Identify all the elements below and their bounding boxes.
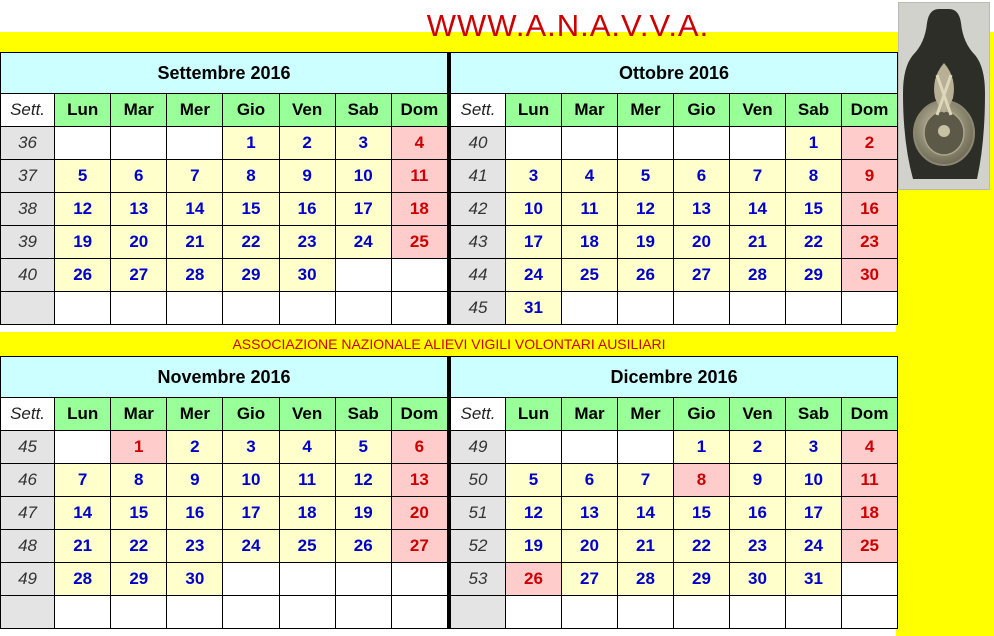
day-cell: 28 xyxy=(55,563,111,596)
week-number: 40 xyxy=(450,127,506,160)
day-cell xyxy=(279,596,335,629)
week-row xyxy=(450,226,898,259)
day-cell: 21 xyxy=(618,530,674,563)
day-cell xyxy=(674,292,730,325)
day-cell: 7 xyxy=(618,464,674,497)
week-header: Sett. xyxy=(1,398,55,431)
day-cell: 27 xyxy=(674,259,730,292)
day-name-header: Mar xyxy=(562,94,618,127)
day-name-header: Ven xyxy=(730,94,786,127)
day-cell xyxy=(618,292,674,325)
day-cell: 11 xyxy=(279,464,335,497)
day-cell xyxy=(111,127,167,160)
day-cell: 24 xyxy=(223,530,279,563)
week-number: 49 xyxy=(450,431,506,464)
day-cell: 12 xyxy=(506,497,562,530)
week-row xyxy=(1,563,448,596)
day-cell: 4 xyxy=(279,431,335,464)
week-number: 40 xyxy=(1,259,55,292)
month-title: Settembre 2016 xyxy=(1,53,448,94)
day-cell: 28 xyxy=(730,259,786,292)
week-number: 38 xyxy=(1,193,55,226)
day-cell: 22 xyxy=(674,530,730,563)
week-row xyxy=(450,292,898,325)
week-number: 43 xyxy=(450,226,506,259)
day-cell xyxy=(55,431,111,464)
week-header: Sett. xyxy=(450,94,506,127)
day-cell: 30 xyxy=(279,259,335,292)
day-cell xyxy=(391,563,447,596)
day-cell: 30 xyxy=(167,563,223,596)
week-number: 49 xyxy=(1,563,55,596)
day-cell: 23 xyxy=(167,530,223,563)
day-cell: 6 xyxy=(111,160,167,193)
day-name-header: Ven xyxy=(730,398,786,431)
day-cell: 5 xyxy=(335,431,391,464)
day-cell xyxy=(730,127,786,160)
day-cell: 19 xyxy=(335,497,391,530)
day-cell: 26 xyxy=(506,563,562,596)
day-cell: 20 xyxy=(674,226,730,259)
day-cell: 5 xyxy=(55,160,111,193)
day-name-header: Gio xyxy=(223,94,279,127)
day-cell: 25 xyxy=(562,259,618,292)
day-name-header: Sab xyxy=(786,398,842,431)
day-name-header: Mer xyxy=(167,94,223,127)
day-cell: 11 xyxy=(842,464,898,497)
day-cell: 1 xyxy=(111,431,167,464)
day-cell xyxy=(506,431,562,464)
week-row xyxy=(450,596,898,629)
day-name-header: Mer xyxy=(618,398,674,431)
day-cell: 31 xyxy=(786,563,842,596)
week-row xyxy=(450,431,898,464)
day-cell xyxy=(391,259,447,292)
week-row xyxy=(450,497,898,530)
week-number: 53 xyxy=(450,563,506,596)
day-cell xyxy=(55,596,111,629)
day-cell: 24 xyxy=(506,259,562,292)
day-cell xyxy=(111,292,167,325)
day-cell: 23 xyxy=(730,530,786,563)
day-cell: 1 xyxy=(674,431,730,464)
day-cell xyxy=(674,127,730,160)
day-cell xyxy=(842,563,898,596)
day-cell: 17 xyxy=(335,193,391,226)
week-number: 46 xyxy=(1,464,55,497)
day-cell: 14 xyxy=(730,193,786,226)
day-name-header: Sab xyxy=(335,398,391,431)
day-cell: 12 xyxy=(55,193,111,226)
day-cell: 26 xyxy=(335,530,391,563)
day-cell: 6 xyxy=(674,160,730,193)
day-cell: 28 xyxy=(618,563,674,596)
day-cell: 25 xyxy=(279,530,335,563)
day-name-header: Sab xyxy=(335,94,391,127)
day-cell xyxy=(335,563,391,596)
day-cell: 10 xyxy=(335,160,391,193)
day-cell xyxy=(674,596,730,629)
association-name: ASSOCIAZIONE NAZIONALE ALIEVI VIGILI VOLONTARI AUSILIARI xyxy=(232,336,666,352)
day-cell: 2 xyxy=(730,431,786,464)
day-cell: 7 xyxy=(167,160,223,193)
week-row xyxy=(1,431,448,464)
week-header: Sett. xyxy=(450,398,506,431)
week-number: 37 xyxy=(1,160,55,193)
day-cell xyxy=(842,292,898,325)
day-cell: 31 xyxy=(506,292,562,325)
day-cell: 9 xyxy=(279,160,335,193)
day-cell: 3 xyxy=(786,431,842,464)
day-cell: 10 xyxy=(786,464,842,497)
day-cell: 9 xyxy=(842,160,898,193)
day-cell: 29 xyxy=(111,563,167,596)
week-row xyxy=(450,563,898,596)
day-name-header: Dom xyxy=(391,398,447,431)
day-cell: 23 xyxy=(842,226,898,259)
week-number: 36 xyxy=(1,127,55,160)
day-cell: 21 xyxy=(167,226,223,259)
day-cell: 13 xyxy=(391,464,447,497)
day-cell: 20 xyxy=(111,226,167,259)
day-name-header: Gio xyxy=(674,398,730,431)
day-cell xyxy=(786,292,842,325)
day-cell: 5 xyxy=(506,464,562,497)
day-cell: 28 xyxy=(167,259,223,292)
day-cell: 19 xyxy=(506,530,562,563)
day-cell: 17 xyxy=(223,497,279,530)
day-cell xyxy=(279,292,335,325)
day-cell: 19 xyxy=(55,226,111,259)
day-cell xyxy=(279,563,335,596)
month-table xyxy=(448,356,898,629)
week-row xyxy=(1,127,448,160)
week-number xyxy=(450,596,506,629)
day-cell: 6 xyxy=(391,431,447,464)
day-cell: 18 xyxy=(562,226,618,259)
day-cell: 6 xyxy=(562,464,618,497)
day-cell: 15 xyxy=(786,193,842,226)
week-number: 41 xyxy=(450,160,506,193)
day-name-header: Gio xyxy=(674,94,730,127)
day-cell xyxy=(618,431,674,464)
day-cell: 19 xyxy=(618,226,674,259)
week-number: 48 xyxy=(1,530,55,563)
day-cell: 14 xyxy=(55,497,111,530)
day-cell xyxy=(562,596,618,629)
day-cell: 12 xyxy=(618,193,674,226)
day-cell xyxy=(506,127,562,160)
day-cell: 8 xyxy=(223,160,279,193)
day-cell: 18 xyxy=(391,193,447,226)
day-name-header: Lun xyxy=(55,94,111,127)
week-number: 50 xyxy=(450,464,506,497)
day-cell: 26 xyxy=(55,259,111,292)
day-cell: 14 xyxy=(167,193,223,226)
fire-brigade-crest-icon xyxy=(898,2,990,190)
week-row xyxy=(1,292,448,325)
month-title: Dicembre 2016 xyxy=(450,357,898,398)
week-row xyxy=(1,596,448,629)
week-row xyxy=(1,193,448,226)
day-cell xyxy=(618,596,674,629)
day-cell: 25 xyxy=(842,530,898,563)
week-row xyxy=(450,259,898,292)
day-cell: 2 xyxy=(167,431,223,464)
day-cell xyxy=(730,596,786,629)
day-cell: 25 xyxy=(391,226,447,259)
day-cell xyxy=(223,596,279,629)
day-name-header: Ven xyxy=(279,398,335,431)
day-cell: 12 xyxy=(335,464,391,497)
day-cell: 17 xyxy=(786,497,842,530)
day-cell: 23 xyxy=(279,226,335,259)
week-row xyxy=(1,160,448,193)
day-cell: 30 xyxy=(842,259,898,292)
day-cell: 16 xyxy=(167,497,223,530)
day-cell: 7 xyxy=(730,160,786,193)
day-cell xyxy=(562,127,618,160)
day-name-header: Dom xyxy=(842,94,898,127)
week-row xyxy=(450,127,898,160)
day-cell: 8 xyxy=(674,464,730,497)
day-cell xyxy=(167,127,223,160)
day-cell: 16 xyxy=(730,497,786,530)
day-cell xyxy=(167,596,223,629)
day-cell xyxy=(335,259,391,292)
week-row xyxy=(1,226,448,259)
week-row xyxy=(450,193,898,226)
day-cell xyxy=(111,596,167,629)
month-title: Novembre 2016 xyxy=(1,357,448,398)
week-number: 52 xyxy=(450,530,506,563)
week-row xyxy=(450,160,898,193)
day-cell: 22 xyxy=(223,226,279,259)
day-cell: 21 xyxy=(730,226,786,259)
day-cell: 8 xyxy=(786,160,842,193)
day-cell xyxy=(223,292,279,325)
day-cell: 27 xyxy=(391,530,447,563)
day-cell xyxy=(167,292,223,325)
day-cell xyxy=(335,292,391,325)
day-cell: 1 xyxy=(223,127,279,160)
day-cell: 4 xyxy=(391,127,447,160)
day-cell xyxy=(335,596,391,629)
week-header: Sett. xyxy=(1,94,55,127)
week-row xyxy=(1,497,448,530)
day-name-header: Mer xyxy=(618,94,674,127)
week-row xyxy=(1,530,448,563)
day-name-header: Sab xyxy=(786,94,842,127)
week-number: 42 xyxy=(450,193,506,226)
day-cell xyxy=(391,292,447,325)
week-row xyxy=(1,464,448,497)
day-name-header: Lun xyxy=(506,398,562,431)
day-cell: 9 xyxy=(167,464,223,497)
day-cell xyxy=(730,292,786,325)
day-cell: 15 xyxy=(111,497,167,530)
day-cell: 27 xyxy=(562,563,618,596)
day-cell: 16 xyxy=(279,193,335,226)
day-cell: 18 xyxy=(842,497,898,530)
day-cell: 2 xyxy=(842,127,898,160)
day-cell: 1 xyxy=(786,127,842,160)
day-name-header: Lun xyxy=(55,398,111,431)
day-cell: 14 xyxy=(618,497,674,530)
day-cell: 29 xyxy=(223,259,279,292)
week-number: 45 xyxy=(1,431,55,464)
week-number: 39 xyxy=(1,226,55,259)
day-cell: 11 xyxy=(562,193,618,226)
day-cell: 20 xyxy=(562,530,618,563)
day-cell: 13 xyxy=(562,497,618,530)
day-cell: 11 xyxy=(391,160,447,193)
month-table xyxy=(448,52,898,325)
day-cell xyxy=(391,596,447,629)
day-cell: 29 xyxy=(786,259,842,292)
day-cell: 22 xyxy=(786,226,842,259)
week-number: 45 xyxy=(450,292,506,325)
day-cell xyxy=(55,127,111,160)
day-cell: 13 xyxy=(674,193,730,226)
day-cell: 3 xyxy=(506,160,562,193)
week-row xyxy=(450,464,898,497)
day-name-header: Ven xyxy=(279,94,335,127)
day-cell xyxy=(223,563,279,596)
month-table xyxy=(0,356,448,629)
week-number: 44 xyxy=(450,259,506,292)
day-cell xyxy=(55,292,111,325)
week-number: 47 xyxy=(1,497,55,530)
day-cell: 4 xyxy=(842,431,898,464)
day-cell: 2 xyxy=(279,127,335,160)
week-number xyxy=(1,292,55,325)
site-title[interactable]: WWW.A.N.A.V.V.A. xyxy=(426,8,710,43)
day-name-header: Mer xyxy=(167,398,223,431)
day-cell xyxy=(562,292,618,325)
day-cell: 17 xyxy=(506,226,562,259)
day-cell: 18 xyxy=(279,497,335,530)
month-title: Ottobre 2016 xyxy=(450,53,898,94)
day-cell: 21 xyxy=(55,530,111,563)
day-cell: 16 xyxy=(842,193,898,226)
day-cell xyxy=(842,596,898,629)
day-cell: 4 xyxy=(562,160,618,193)
week-number: 51 xyxy=(450,497,506,530)
month-table xyxy=(0,52,448,325)
day-name-header: Mar xyxy=(111,94,167,127)
day-cell: 30 xyxy=(730,563,786,596)
day-cell: 29 xyxy=(674,563,730,596)
day-cell: 20 xyxy=(391,497,447,530)
day-cell: 10 xyxy=(506,193,562,226)
day-cell: 13 xyxy=(111,193,167,226)
day-cell: 24 xyxy=(335,226,391,259)
day-name-header: Dom xyxy=(391,94,447,127)
day-cell: 9 xyxy=(730,464,786,497)
day-cell: 10 xyxy=(223,464,279,497)
week-row xyxy=(450,530,898,563)
day-cell: 15 xyxy=(674,497,730,530)
day-cell: 27 xyxy=(111,259,167,292)
week-row xyxy=(1,259,448,292)
day-cell: 3 xyxy=(223,431,279,464)
day-name-header: Mar xyxy=(111,398,167,431)
day-cell xyxy=(506,596,562,629)
day-name-header: Lun xyxy=(506,94,562,127)
day-cell: 5 xyxy=(618,160,674,193)
day-cell: 26 xyxy=(618,259,674,292)
day-cell xyxy=(786,596,842,629)
day-cell: 15 xyxy=(223,193,279,226)
day-cell xyxy=(562,431,618,464)
week-number xyxy=(1,596,55,629)
day-cell: 7 xyxy=(55,464,111,497)
day-cell: 22 xyxy=(111,530,167,563)
day-cell xyxy=(618,127,674,160)
day-name-header: Dom xyxy=(842,398,898,431)
day-cell: 24 xyxy=(786,530,842,563)
day-name-header: Mar xyxy=(562,398,618,431)
day-cell: 8 xyxy=(111,464,167,497)
day-cell: 3 xyxy=(335,127,391,160)
day-name-header: Gio xyxy=(223,398,279,431)
